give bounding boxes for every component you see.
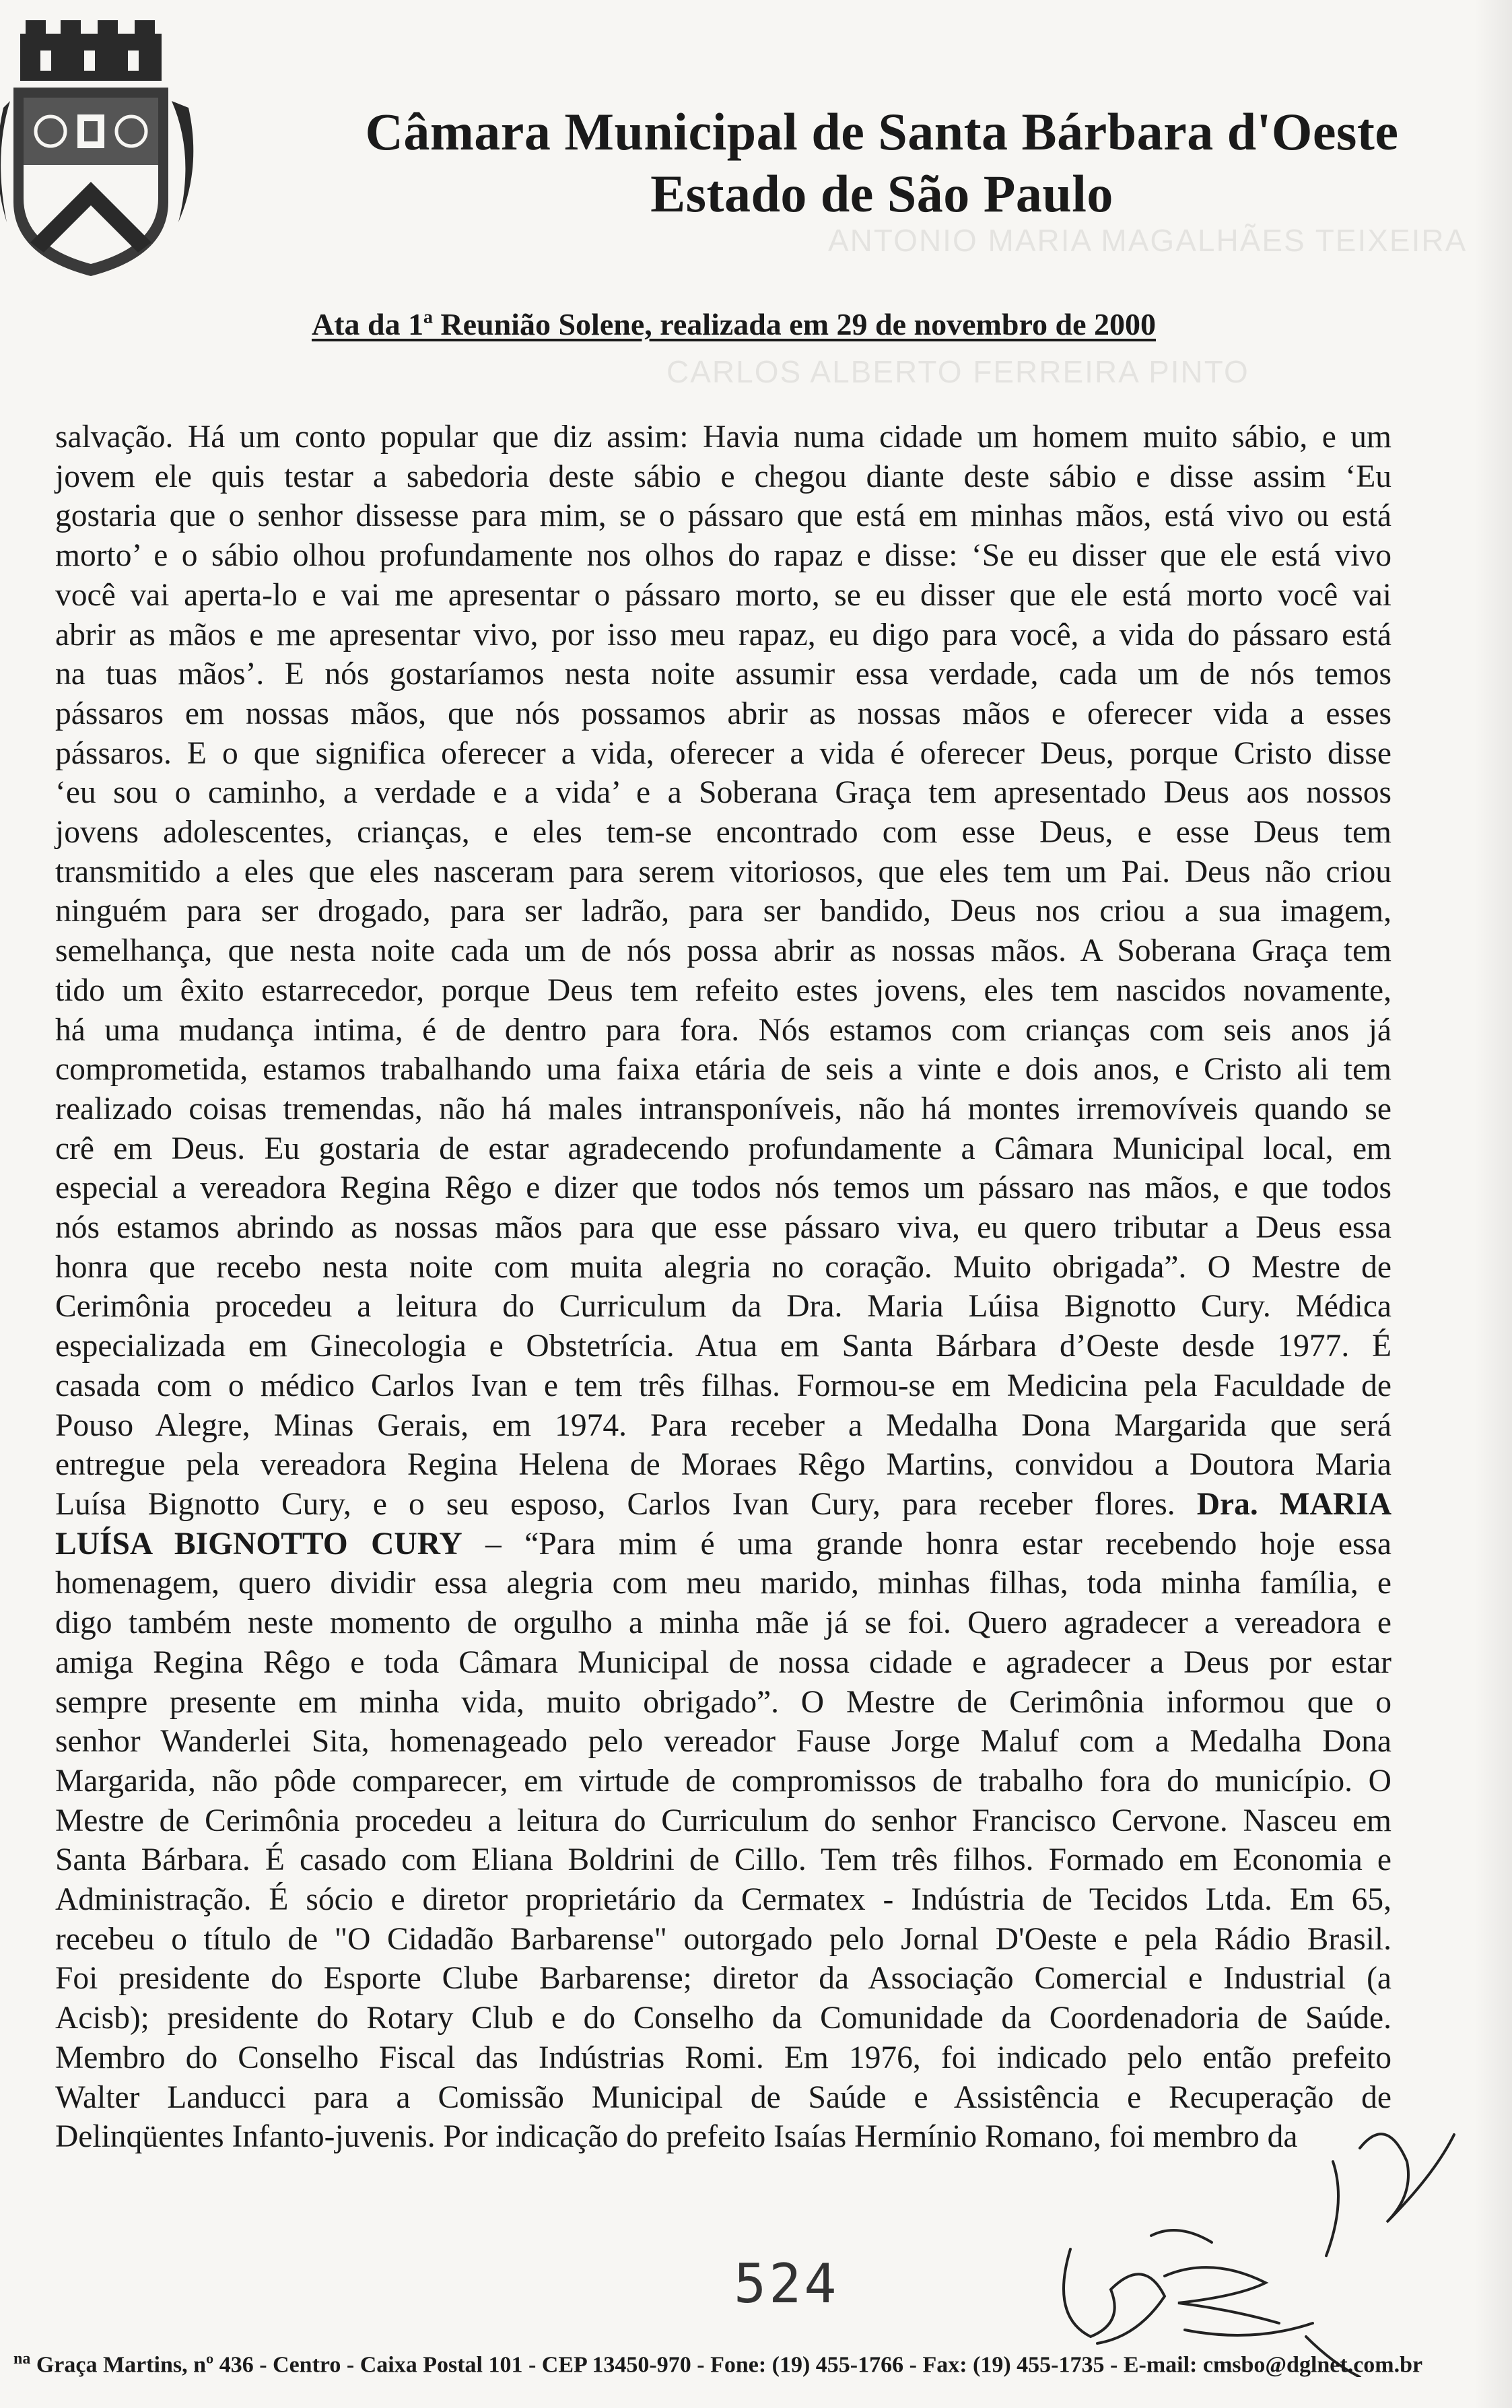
body-line: Foi presidente do Esporte Clube Barbarense; diretor da Associação Comercial e Industrial (a [55, 1961, 1391, 1997]
footer-address-lead: na [13, 2350, 31, 2368]
body-line: abrir as mãos e me apresentar vivo, por isso meu rapaz, eu digo para você, a vida do pássaro está [55, 617, 1391, 653]
body-line: jovem ele quis testar a sabedoria deste sábio e chegou diante deste sábio e disse assim ‘Eu [55, 459, 1391, 494]
body-line: entregue pela vereadora Regina Helena de Moraes Rêgo Martins, convidou a Doutora Maria [55, 1447, 1391, 1483]
body-line: transmitido a eles que eles nasceram para serem vitoriosos, que eles tem um Pai. Deus não criou [55, 854, 1391, 890]
body-line: Margarida, não pôde comparecer, em virtude de compromissos de trabalho fora do município. O [55, 1763, 1391, 1799]
page-edge-shadow [1474, 0, 1512, 2408]
body-line: especial a vereadora Regina Rêgo e dizer que todos nós temos um pássaro nas mãos, e que todos [55, 1170, 1391, 1206]
ata-title: Ata da 1ª Reunião Solene, realizada em 29 de novembro de 2000 [311, 307, 1157, 341]
title-line-1: Câmara Municipal de Santa Bárbara d'Oeste [365, 102, 1399, 161]
body-line: ‘eu sou o caminho, a verdade e a vida’ e a Soberana Graça tem apresentado Deus aos nossos [55, 775, 1391, 811]
body-line: Mestre de Cerimônia procedeu a leitura do Curriculum do senhor Francisco Cervone. Nasceu em [55, 1803, 1391, 1838]
body-line: amiga Regina Rêgo e toda Câmara Municipal de nossa cidade e agradecer a Deus por estar [55, 1644, 1391, 1680]
body-line: recebeu o título de "O Cidadão Barbarense" outorgado pelo Jornal D'Oeste e pela Rádio Brasil. [55, 1921, 1391, 1957]
body-line: na tuas mãos’. E nós gostaríamos nesta noite assumir essa verdade, cada um de nós temos [55, 657, 1391, 692]
body-line: Santa Bárbara. É casado com Eliana Boldrini de Cillo. Tem três filhos. Formado em Economia e [55, 1842, 1391, 1878]
body-line: pássaros. E o que significa oferecer a vida, oferecer a vida é oferecer Deus, porque Cristo disse [55, 735, 1391, 771]
bleed-through-text-2: CARLOS ALBERTO FERREIRA PINTO [666, 354, 1249, 389]
body-line: nós estamos abrindo as nossas mãos para que esse pássaro viva, eu quero tributar a Deus essa [55, 1210, 1391, 1246]
body-line: Administração. É sócio e diretor proprietário da Cermatex - Indústria de Tecidos Ltda. Em 65, [55, 1882, 1391, 1918]
body-line-speaker [55, 1525, 1391, 1564]
body-line: honra que recebo nesta noite com muita alegria no coração. Muito obrigada”. O Mestre de [55, 1249, 1391, 1285]
body-text [55, 417, 1391, 2157]
body-line: há uma mudança intima, é de dentro para fora. Nós estamos com crianças com seis anos já [55, 1012, 1391, 1048]
body-line: senhor Wanderlei Sita, homenageado pelo vereador Fause Jorge Maluf com a Medalha Dona [55, 1724, 1391, 1760]
body-line: pássaros em nossas mãos, que nós possamos abrir as nossas mãos e oferecer vida a esses [55, 696, 1391, 731]
municipal-coat-of-arms-icon [0, 20, 202, 290]
body-line-text: Luísa Bignotto Cury, e o seu esposo, Carlos Ivan Cury, para receber flores. [55, 1486, 1175, 1522]
speaker-name-part1: Dra. MARIA [1196, 1486, 1392, 1522]
body-line: realizado coisas tremendas, não há males intransponíveis, não há montes irremovíveis quando se [55, 1091, 1391, 1127]
body-line: Pouso Alegre, Minas Gerais, em 1974. Para receber a Medalha Dona Margarida que será [55, 1407, 1391, 1443]
body-line: especializada em Ginecologia e Obstetrícia. Atua em Santa Bárbara d’Oeste desde 1977. É [55, 1329, 1391, 1364]
body-line: Cerimônia procedeu a leitura do Curriculum da Dra. Maria Lúisa Bignotto Cury. Médica [55, 1289, 1391, 1325]
body-line: você vai aperta-lo e vai me apresentar o pássaro morto, se eu disser que ele está morto você vai [55, 577, 1391, 613]
footer-address [13, 2350, 1494, 2378]
footer-address-text: Graça Martins, nº 436 - Centro - Caixa Postal 101 - CEP 13450-970 - Fone: (19) 455-1766 - Fax: (19) 455-1735 - E-mail: cmsbo@dglnet.com.br [36, 2352, 1423, 2378]
body-line: comprometida, estamos trabalhando uma faixa etária de seis a vinte e dois anos, e Cristo ali tem [55, 1052, 1391, 1088]
page-number: 524 [734, 2252, 839, 2315]
body-line: semelhança, que nesta noite cada um de nós possa abrir as nossas mãos. A Soberana Graça tem [55, 933, 1391, 969]
body-line: salvação. Há um conto popular que diz assim: Havia numa cidade um homem muito sábio, e um [55, 420, 1391, 455]
body-line: ninguém para ser drogado, para ser ladrão, para ser bandido, Deus nos criou a sua imagem, [55, 894, 1391, 929]
body-line: Walter Landucci para a Comissão Municipal de Saúde e Assistência e Recuperação de [55, 2079, 1391, 2115]
body-line: jovens adolescentes, crianças, e eles tem-se encontrado com esse Deus, e esse Deus tem [55, 815, 1391, 850]
speaker-quote-start: – “Para mim é uma grande honra estar recebendo hoje essa [462, 1526, 1391, 1562]
handwritten-signatures-icon [1010, 2121, 1481, 2377]
speaker-name-part2: LUÍSA BIGNOTTO CURY [55, 1526, 462, 1562]
body-line: Delinqüentes Infanto-juvenis. Por indicação do prefeito Isaías Hermínio Romano, foi membro da [55, 2119, 1298, 2155]
title-line-2: Estado de São Paulo [650, 164, 1113, 223]
body-line: Membro do Conselho Fiscal das Indústrias Romi. Em 1976, foi indicado pelo então prefeito [55, 2040, 1391, 2075]
body-line-with-speaker [55, 1485, 1391, 1525]
institution-title [316, 101, 1447, 225]
body-line: Acisb); presidente do Rotary Club e do Conselho da Comunidade da Coordenadoria de Saúde. [55, 2001, 1391, 2036]
bleed-through-text-1: ANTONIO MARIA MAGALHÃES TEIXEIRA [828, 223, 1468, 258]
body-line: morto’ e o sábio olhou profundamente nos olhos do rapaz e disse: ‘Se eu disser que ele está vivo [55, 538, 1391, 574]
body-line: gostaria que o senhor dissesse para mim, se o pássaro que está em minhas mãos, está vivo ou está [55, 498, 1391, 534]
body-line: tido um êxito estarrecedor, porque Deus tem refeito estes jovens, eles tem nascidos novamente, [55, 972, 1391, 1008]
body-line: casada com o médico Carlos Ivan e tem três filhas. Formou-se em Medicina pela Faculdade de [55, 1368, 1391, 1403]
body-line: homenagem, quero dividir essa alegria com meu marido, minhas filhas, toda minha família, e [55, 1566, 1391, 1601]
body-line: crê em Deus. Eu gostaria de estar agradecendo profundamente a Câmara Municipal local, em [55, 1131, 1391, 1166]
body-line: digo também neste momento de orgulho a minha mãe já se foi. Quero agradecer a vereadora e [55, 1605, 1391, 1641]
body-line: sempre presente em minha vida, muito obrigado”. O Mestre de Cerimônia informou que o [55, 1684, 1391, 1720]
